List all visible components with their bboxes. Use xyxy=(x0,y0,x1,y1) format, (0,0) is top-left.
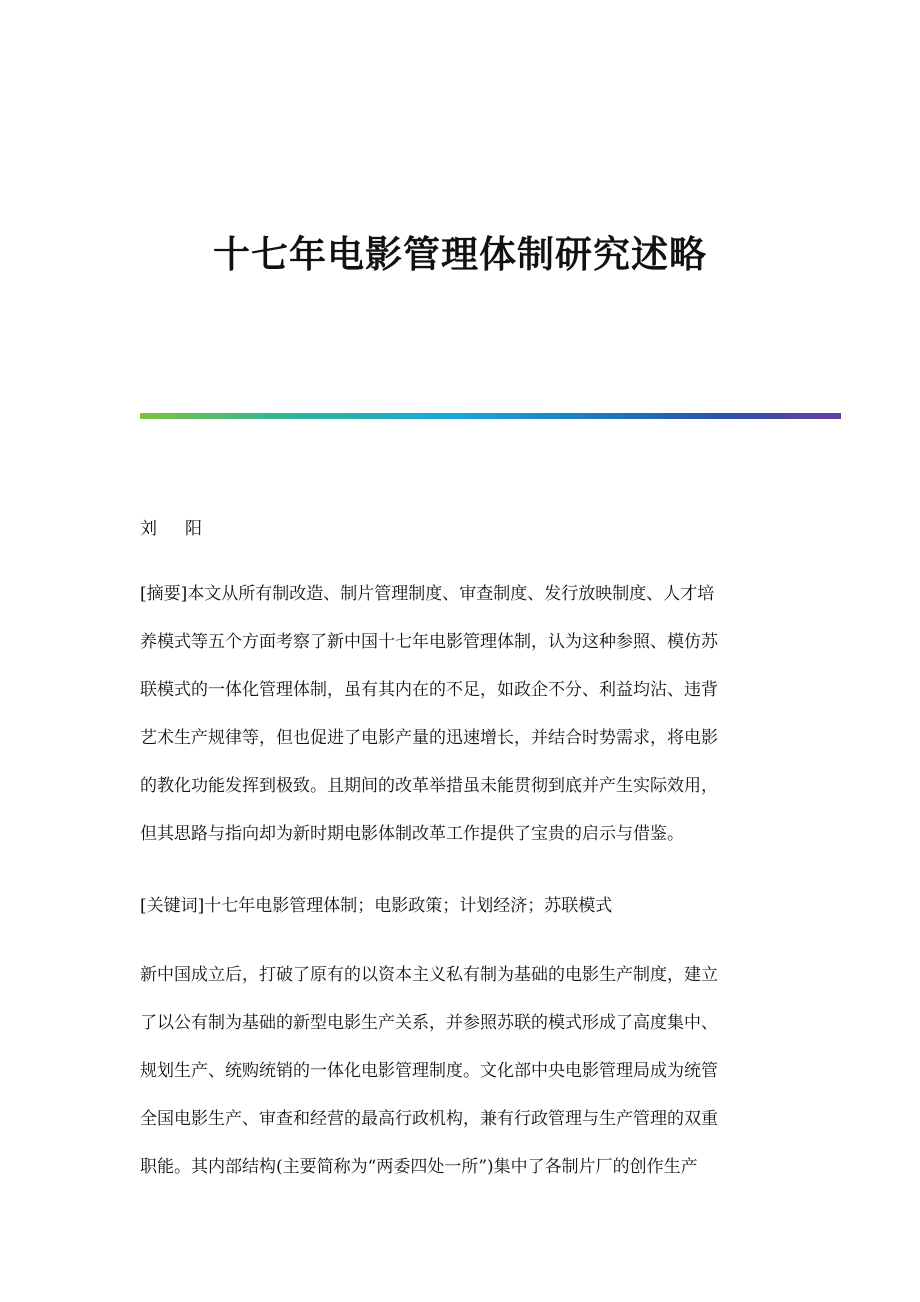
keywords-paragraph xyxy=(140,894,780,942)
abstract-line: [摘要]本文从所有制改造、制片管理制度、审查制度、发行放映制度、人才培 xyxy=(140,584,715,604)
author-surname: 刘 xyxy=(140,519,157,539)
abstract-line: 的教化功能发挥到极致。且期间的改革举措虽未能贯彻到底并产生实际效用， xyxy=(140,776,718,796)
body-paragraph xyxy=(140,963,780,1203)
document-title: 十七年电影管理体制研究述略 xyxy=(213,232,707,276)
body-line: 全国电影生产、审查和经营的最高行政机构，兼有行政管理与生产管理的双重 xyxy=(140,1109,718,1129)
author-line xyxy=(140,514,780,539)
body-line: 新中国成立后，打破了原有的以资本主义私有制为基础的电影生产制度，建立 xyxy=(140,965,718,985)
body-line: 规划生产、统购统销的一体化电影管理制度。文化部中央电影管理局成为统管 xyxy=(140,1061,718,1081)
abstract-line: 艺术生产规律等，但也促进了电影产量的迅速增长，并结合时势需求，将电影 xyxy=(140,728,718,748)
author-given-name: 阳 xyxy=(185,519,202,539)
body-line: 了以公有制为基础的新型电影生产关系，并参照苏联的模式形成了高度集中、 xyxy=(140,1013,718,1033)
abstract-line: 联模式的一体化管理体制，虽有其内在的不足，如政企不分、利益均沾、违背 xyxy=(140,680,718,700)
title-divider xyxy=(140,413,841,419)
abstract-line: 但其思路与指向却为新时期电影体制改革工作提供了宝贵的启示与借鉴。 xyxy=(140,824,684,844)
body-line: 职能。其内部结构(主要简称为“两委四处一所”)集中了各制片厂的创作生产 xyxy=(140,1157,698,1177)
keywords-line: [关键词]十七年电影管理体制；电影政策；计划经济；苏联模式 xyxy=(140,896,613,916)
abstract-paragraph xyxy=(140,582,780,870)
abstract-line: 养模式等五个方面考察了新中国十七年电影管理体制，认为这种参照、模仿苏 xyxy=(140,632,718,652)
